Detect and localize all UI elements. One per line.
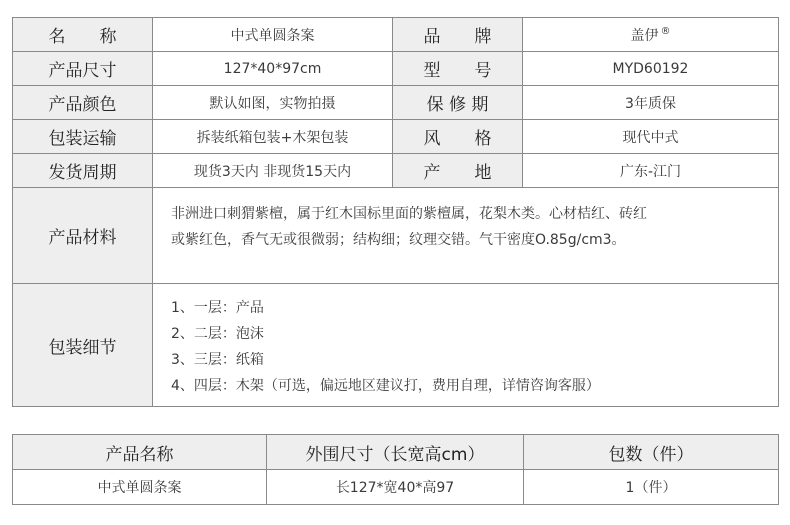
spec-row-shipping: [13, 120, 779, 154]
label-shipping: 包装运输: [13, 120, 153, 154]
value-name: 中式单圆条案: [153, 18, 393, 52]
label-packaging: 包装细节: [13, 284, 153, 407]
dimension-data-row: [13, 470, 779, 505]
spec-row-name: [13, 18, 779, 52]
header-product-name: 产品名称: [13, 435, 267, 470]
packaging-list: [153, 284, 779, 407]
value-shipping: 拆装纸箱包装+木架包装: [153, 120, 393, 154]
packaging-item: 1、一层：产品: [171, 300, 264, 316]
label-brand: 品 牌: [393, 18, 523, 52]
cell-dimensions: 长127*宽40*高97: [267, 470, 524, 505]
spec-row-material: [13, 188, 779, 284]
value-size: 127*40*97cm: [153, 52, 393, 86]
value-warranty: 3年质保: [523, 86, 779, 120]
cell-product-name: 中式单圆条案: [13, 470, 267, 505]
header-dimensions: 外围尺寸（长宽高cm）: [267, 435, 524, 470]
value-brand-cell: [523, 18, 779, 52]
material-line: 或紫红色，香气无或很微弱；结构细；纹理交错。气干密度O.85g/cm3。: [171, 232, 626, 248]
label-origin: 产 地: [393, 154, 523, 188]
label-model: 型 号: [393, 52, 523, 86]
label-delivery: 发货周期: [13, 154, 153, 188]
registered-mark: ®: [660, 25, 671, 37]
spec-row-delivery: [13, 154, 779, 188]
value-color: 默认如图，实物拍摄: [153, 86, 393, 120]
spec-row-packaging: [13, 284, 779, 407]
label-warranty: 保 修 期: [393, 86, 523, 120]
spec-table: [12, 17, 779, 407]
value-model: MYD60192: [523, 52, 779, 86]
dimension-table: [12, 434, 779, 505]
header-packages: 包数（件）: [524, 435, 779, 470]
label-size: 产品尺寸: [13, 52, 153, 86]
spec-row-color: [13, 86, 779, 120]
label-material: 产品材料: [13, 188, 153, 284]
cell-packages: 1（件）: [524, 470, 779, 505]
value-style: 现代中式: [523, 120, 779, 154]
material-description: [153, 188, 779, 284]
spec-row-size: [13, 52, 779, 86]
packaging-item: 3、三层：纸箱: [171, 352, 264, 368]
material-line: 非洲进口刺猬紫檀，属于红木国标里面的紫檀属，花梨木类。心材桔红、砖红: [171, 206, 647, 222]
packaging-item: 4、四层：木架（可选，偏远地区建议打，费用自理，详情咨询客服）: [171, 378, 600, 394]
label-style: 风 格: [393, 120, 523, 154]
value-origin: 广东-江门: [523, 154, 779, 188]
dimension-header-row: [13, 435, 779, 470]
label-name: 名 称: [13, 18, 153, 52]
packaging-item: 2、二层：泡沫: [171, 326, 264, 342]
value-delivery: 现货3天内 非现货15天内: [153, 154, 393, 188]
label-color: 产品颜色: [13, 86, 153, 120]
value-brand: 盖伊: [630, 27, 659, 44]
